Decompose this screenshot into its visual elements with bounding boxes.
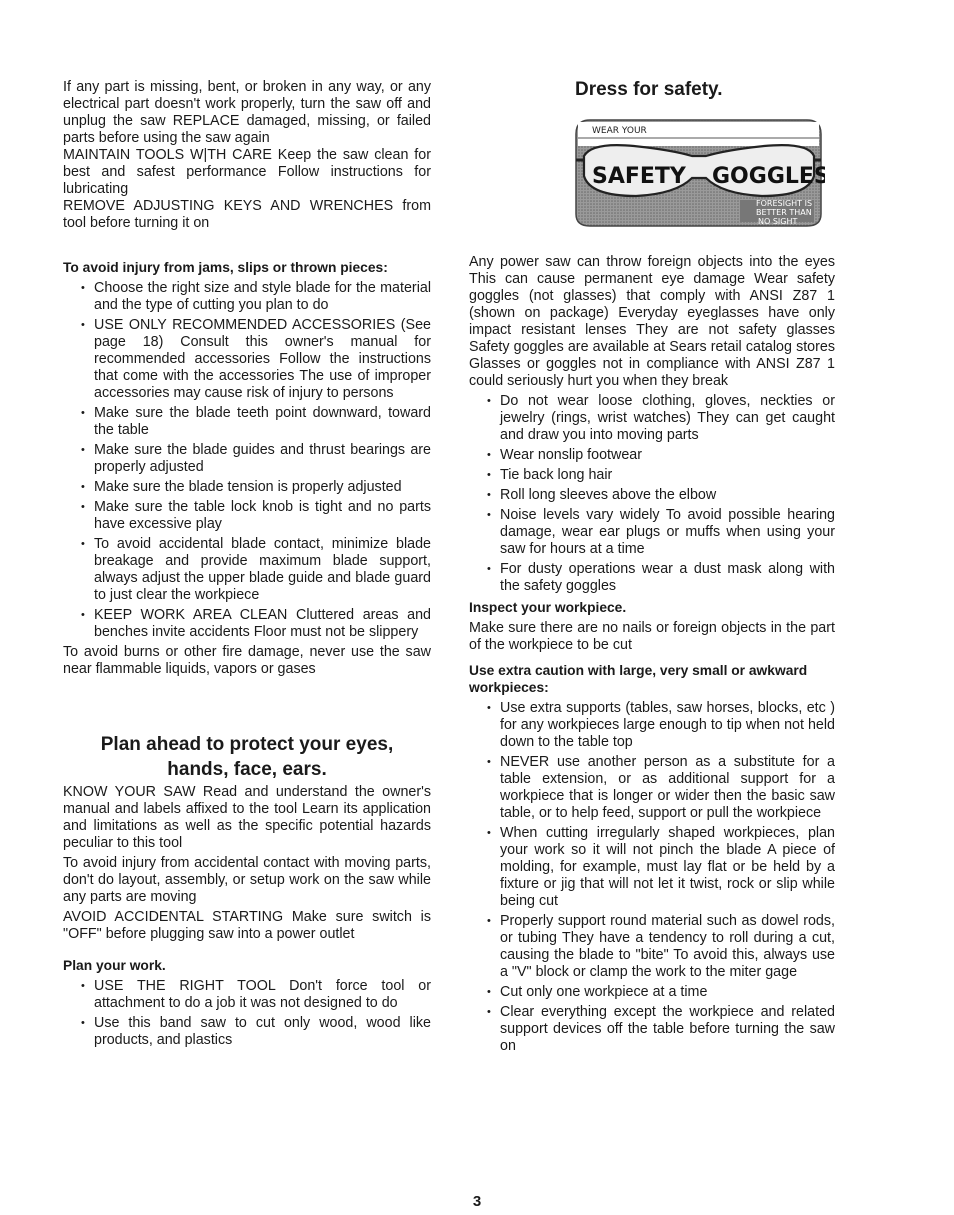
list-item: • Tie back long hair bbox=[469, 467, 835, 484]
intro-paragraph: REMOVE ADJUSTING KEYS AND WRENCHES from tool before turning it on bbox=[63, 198, 431, 231]
inspect-heading: Inspect your workpiece. bbox=[469, 600, 627, 615]
intro-paragraph: MAINTAIN TOOLS W|TH CARE Keep the saw clean for best and safest performance Follow instructions for lubricating bbox=[63, 147, 431, 197]
foresight-line1: FORESIGHT IS bbox=[756, 199, 813, 208]
inspect-paragraph: Make sure there are no nails or foreign objects in the part of the workpiece to be cut bbox=[469, 620, 835, 653]
jams-list bbox=[63, 280, 431, 641]
plan-heading-line2: hands, face, ears. bbox=[167, 759, 327, 780]
goggles-word: GOGGLES bbox=[712, 164, 825, 189]
list-item: • Use this band saw to cut only wood, wood like products, and plastics bbox=[63, 1015, 431, 1049]
foresight-line3: NO SIGHT bbox=[758, 217, 798, 226]
list-item: • Make sure the blade tension is properly adjusted bbox=[63, 479, 431, 496]
plan-paragraph: To avoid injury from accidental contact with moving parts, don't do layout, assembly, or setup work on the saw while any parts are moving bbox=[63, 855, 431, 905]
list-item: • NEVER use another person as a substitute for a table extension, or as additional support for a workpiece that is longer or wider then the basic saw table, or to help feed, support or pull the workpiece bbox=[469, 754, 835, 822]
list-item: • KEEP WORK AREA CLEAN Cluttered areas and benches invite accidents Floor must not be slippery bbox=[63, 607, 431, 641]
plan-heading-line1: Plan ahead to protect your eyes, bbox=[100, 734, 394, 755]
list-item: • USE ONLY RECOMMENDED ACCESSORIES (See page 18) Consult this owner's manual for recommended accessories Follow the instructions that come with the accessories The use of improper accessories may cause risk of injury to persons bbox=[63, 317, 431, 402]
list-item: • To avoid accidental blade contact, minimize blade breakage and provide maximum blade support, always adjust the upper blade guide and blade guard to just clear the workpiece bbox=[63, 536, 431, 604]
list-item: • Roll long sleeves above the elbow bbox=[469, 487, 835, 504]
dress-heading: Dress for safety. bbox=[575, 79, 723, 100]
caution-list bbox=[469, 700, 835, 1055]
list-item: • Make sure the blade guides and thrust bearings are properly adjusted bbox=[63, 442, 431, 476]
right-column bbox=[469, 79, 835, 1058]
work-list bbox=[63, 978, 431, 1049]
burns-paragraph: To avoid burns or other fire damage, never use the saw near flammable liquids, vapors or gases bbox=[63, 644, 431, 677]
list-item: • Do not wear loose clothing, gloves, neckties or jewelry (rings, wrist watches) They can get caught and draw you into moving parts bbox=[469, 393, 835, 444]
list-item: • USE THE RIGHT TOOL Don't force tool or attachment to do a job it was not designed to do bbox=[63, 978, 431, 1012]
list-item: • Cut only one workpiece at a time bbox=[469, 984, 835, 1001]
safety-goggles-graphic bbox=[572, 116, 825, 228]
wear-your-label: WEAR YOUR bbox=[592, 126, 647, 136]
work-heading: Plan your work. bbox=[63, 958, 166, 973]
list-item: • Make sure the table lock knob is tight and no parts have excessive play bbox=[63, 499, 431, 533]
safety-word: SAFETY bbox=[592, 164, 686, 189]
jams-heading: To avoid injury from jams, slips or thrown pieces: bbox=[63, 260, 388, 275]
list-item: • When cutting irregularly shaped workpieces, plan your work so it will not pinch the blade A piece of molding, for example, must lay flat or be held by a fixture or jig that will not let it twist, rock or slip while being cut bbox=[469, 825, 835, 910]
plan-paragraph: AVOID ACCIDENTAL STARTING Make sure switch is "OFF" before plugging saw into a power outlet bbox=[63, 909, 431, 942]
list-item: • Choose the right size and style blade for the material and the type of cutting you plan to do bbox=[63, 280, 431, 314]
dress-paragraph: Any power saw can throw foreign objects into the eyes This can cause permanent eye damage Wear safety goggles (not glasses) that comply with ANSI Z87 1 (shown on package) Everyday eyeglasses have only impact resistant lenses They are not safety glasses Safety goggles are available at Sears retail catalog stores Glasses or goggles not in compliance with ANSI Z87 1 could seriously hurt you when they break bbox=[469, 254, 835, 389]
left-column bbox=[63, 79, 431, 1052]
list-item: • Noise levels vary widely To avoid possible hearing damage, wear ear plugs or muffs when using your saw for hours at a time bbox=[469, 507, 835, 558]
list-item: • Wear nonslip footwear bbox=[469, 447, 835, 464]
page-number: 3 bbox=[472, 1193, 482, 1210]
caution-heading: Use extra caution with large, very small or awkward workpieces: bbox=[469, 663, 808, 695]
list-item: • Make sure the blade teeth point downward, toward the table bbox=[63, 405, 431, 439]
list-item: • For dusty operations wear a dust mask along with the safety goggles bbox=[469, 561, 835, 595]
list-item: • Properly support round material such as dowel rods, or tubing They have a tendency to roll during a cut, causing the blade to "bite" To avoid this, always use a "V" block or clamp the work to the miter gage bbox=[469, 913, 835, 981]
goggles-illustration bbox=[572, 116, 825, 228]
foresight-line2: BETTER THAN bbox=[756, 208, 812, 217]
list-item: • Use extra supports (tables, saw horses, blocks, etc ) for any workpieces large enough to tip when not held down to the table top bbox=[469, 700, 835, 751]
dress-list bbox=[469, 393, 835, 595]
intro-paragraph: If any part is missing, bent, or broken in any way, or any electrical part doesn't work properly, turn the saw off and unplug the saw REPLACE damaged, missing, or failed parts before using the saw again bbox=[63, 79, 431, 146]
plan-paragraph: KNOW YOUR SAW Read and understand the owner's manual and labels affixed to the tool Learn its application and limitations as well as the specific potential hazards peculiar to this tool bbox=[63, 784, 431, 851]
list-item: • Clear everything except the workpiece and related support devices off the table before turning the saw on bbox=[469, 1004, 835, 1055]
